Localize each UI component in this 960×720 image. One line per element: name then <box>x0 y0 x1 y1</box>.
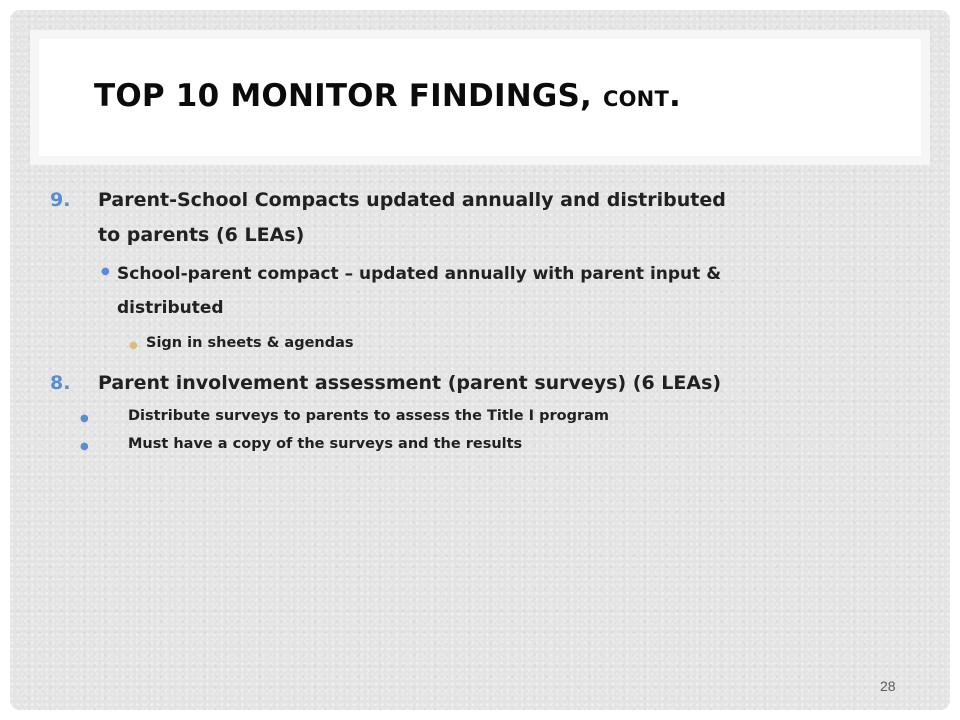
item-number: 9. <box>50 189 71 211</box>
item-text-line: Parent involvement assessment (parent surveys) (6 LEAs) <box>98 372 722 394</box>
slide-content <box>10 10 950 710</box>
bullet-text: Must have a copy of the surveys and the results <box>128 436 523 452</box>
item-text-line: to parents (6 LEAs) <box>98 224 305 246</box>
sub-sub-item-text: Sign in sheets & agendas <box>146 335 354 351</box>
bullet-dot-icon: ● <box>80 441 89 452</box>
bullet-dot-icon: ● <box>129 340 138 351</box>
title-suffix: CONT <box>603 87 669 111</box>
sub-item-text-line: School-parent compact – updated annually with parent input & <box>117 264 722 284</box>
bullet-text: Distribute surveys to parents to assess the Title I program <box>128 408 610 424</box>
slide <box>10 10 950 710</box>
bullet-dot-icon: ● <box>101 266 110 277</box>
title-dot: . <box>668 78 681 114</box>
page-number: 28 <box>880 678 896 694</box>
title-main: TOP 10 MONITOR FINDINGS, <box>94 78 603 114</box>
bullet-dot-icon: ● <box>80 413 89 424</box>
item-text-line: Parent-School Compacts updated annually and distributed <box>98 189 726 211</box>
sub-item-text-line: distributed <box>117 298 224 318</box>
item-number: 8. <box>50 372 71 394</box>
